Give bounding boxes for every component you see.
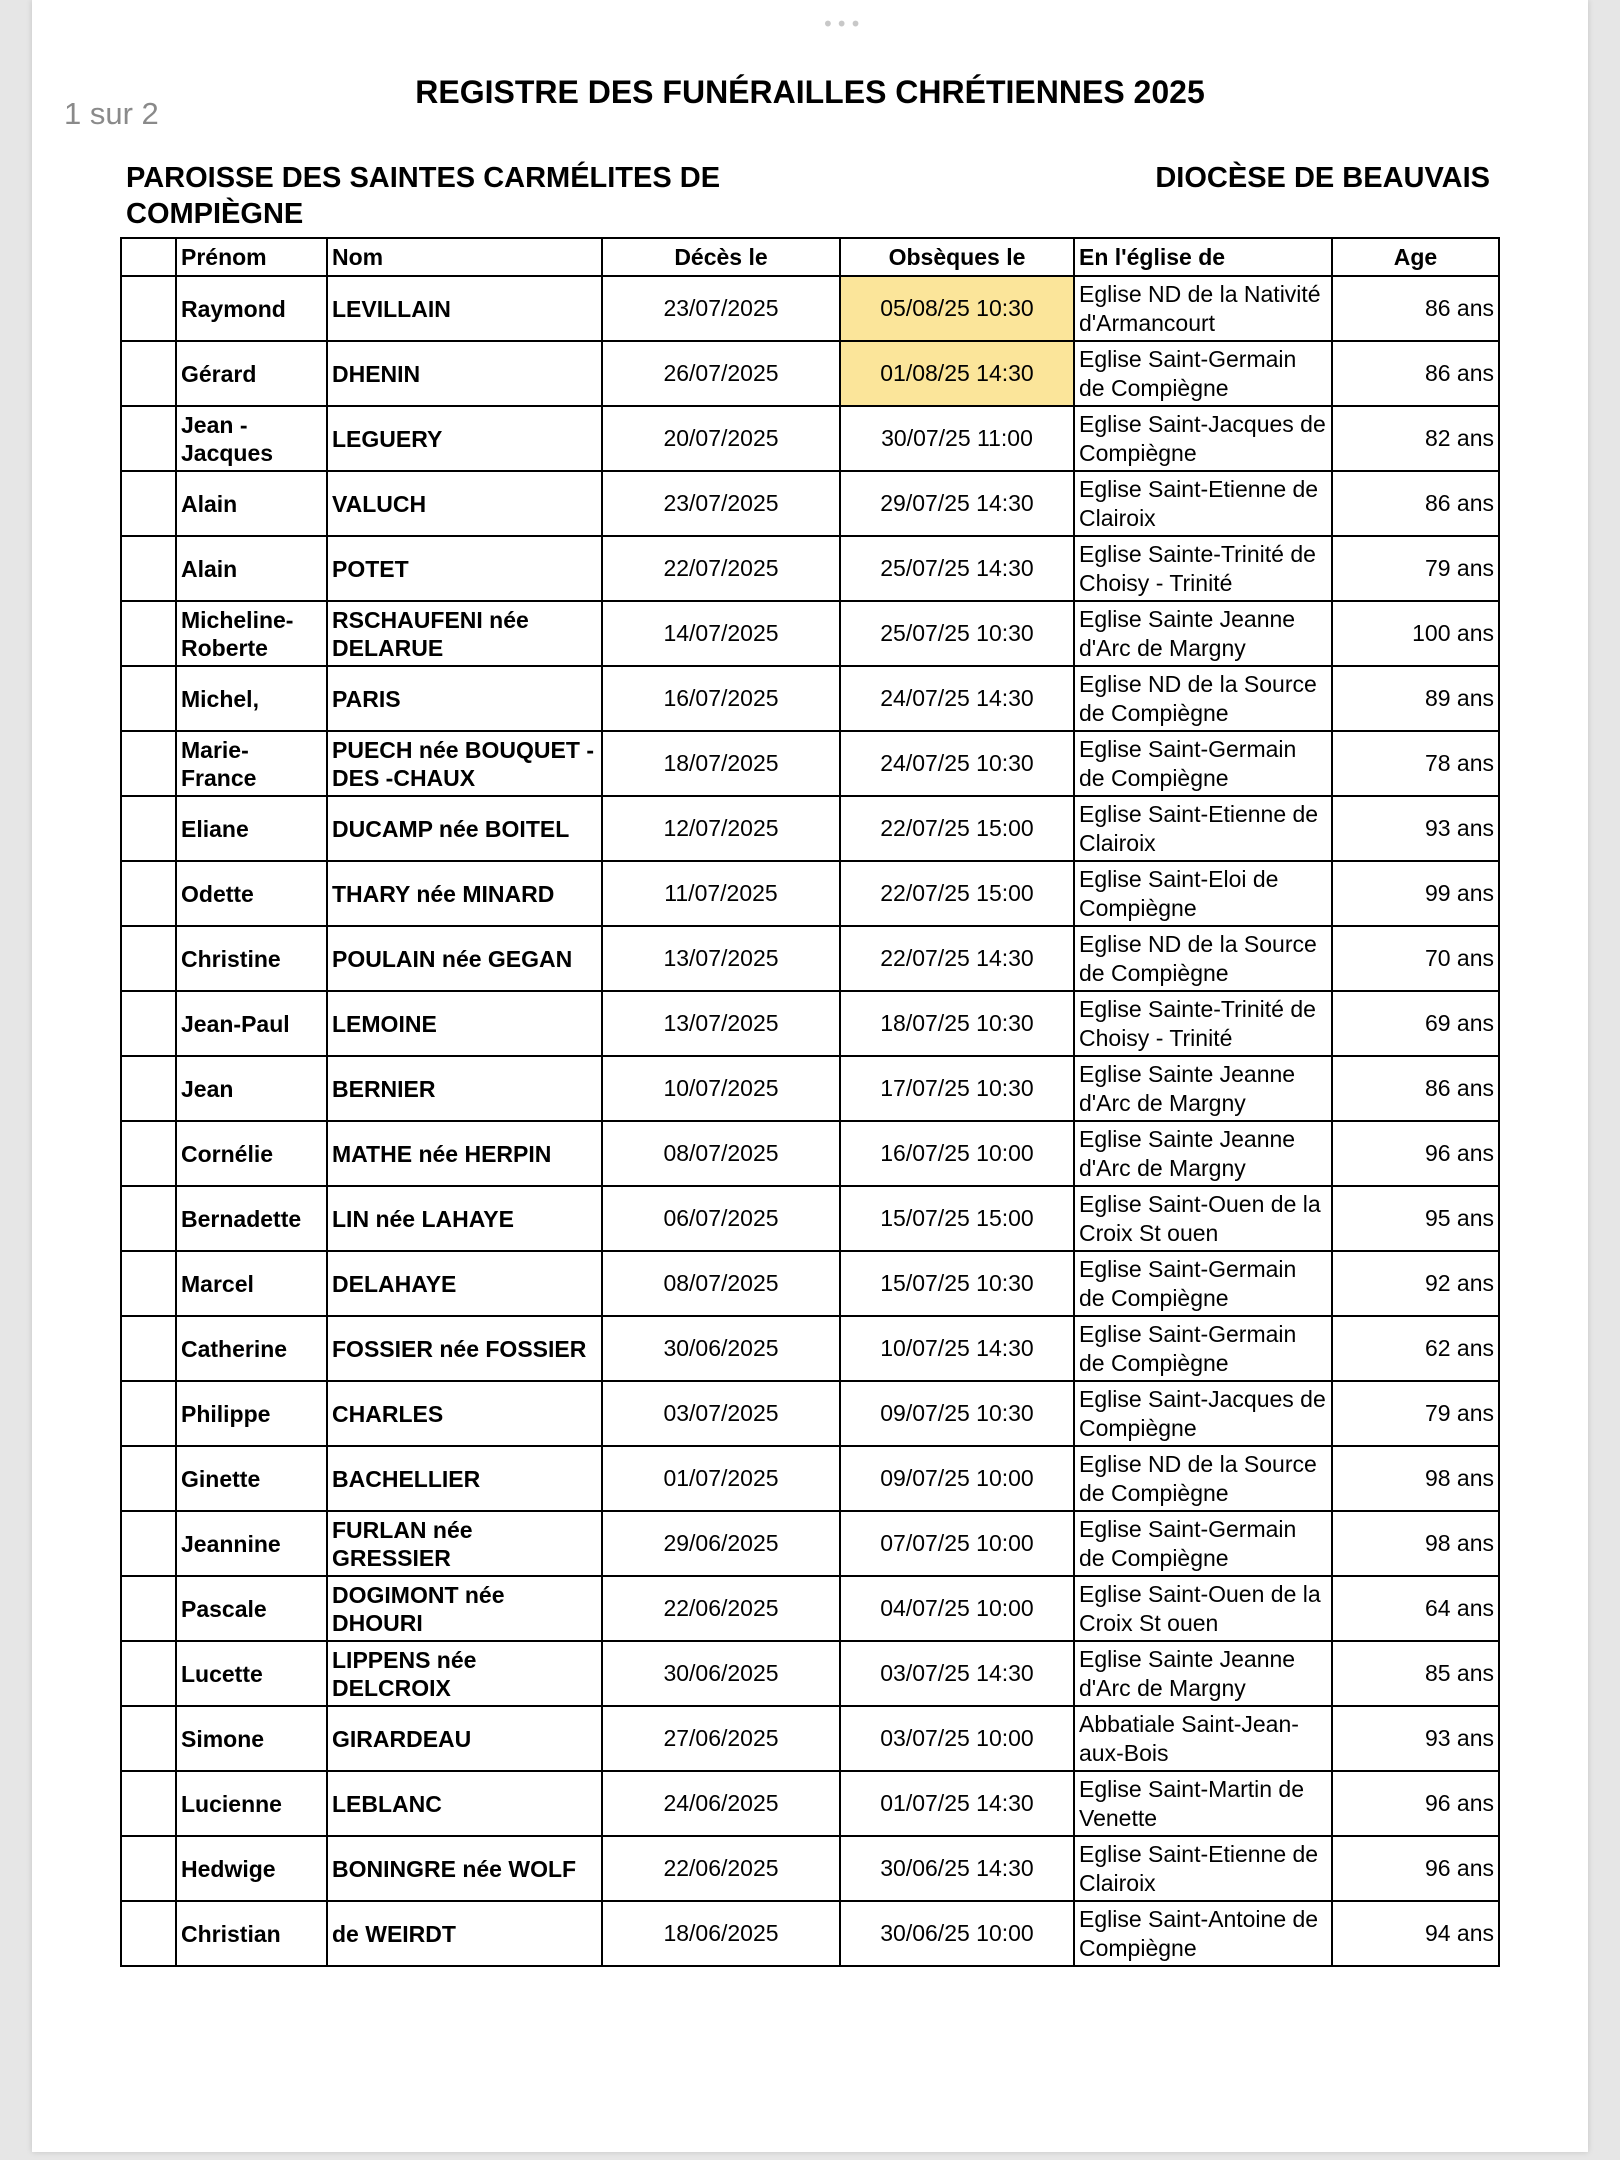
cell-nom: VALUCH bbox=[327, 471, 602, 536]
cell-eglise: Eglise Saint-Germain de Compiègne bbox=[1074, 1251, 1332, 1316]
table-row bbox=[121, 1836, 1499, 1901]
more-options-icon[interactable]: ••• bbox=[822, 12, 864, 36]
table-row bbox=[121, 536, 1499, 601]
cell-nom: PUECH née BOUQUET -DES -CHAUX bbox=[327, 731, 602, 796]
cell-eglise: Eglise Sainte-Trinité de Choisy - Trinité bbox=[1074, 991, 1332, 1056]
cell-prenom: Jeannine bbox=[176, 1511, 327, 1576]
cell-age: 79 ans bbox=[1332, 1381, 1499, 1446]
cell-obseques: 30/06/25 10:00 bbox=[840, 1901, 1074, 1966]
cell-eglise: Eglise Saint-Germain de Compiègne bbox=[1074, 731, 1332, 796]
cell-eglise: Eglise Sainte Jeanne d'Arc de Margny bbox=[1074, 1121, 1332, 1186]
cell-deces: 22/06/2025 bbox=[602, 1836, 840, 1901]
cell-age: 79 ans bbox=[1332, 536, 1499, 601]
cell-index bbox=[121, 1641, 176, 1706]
cell-prenom: Jean bbox=[176, 1056, 327, 1121]
cell-age: 70 ans bbox=[1332, 926, 1499, 991]
cell-index bbox=[121, 1901, 176, 1966]
cell-age: 86 ans bbox=[1332, 276, 1499, 341]
cell-obseques: 25/07/25 10:30 bbox=[840, 601, 1074, 666]
cell-prenom: Philippe bbox=[176, 1381, 327, 1446]
cell-deces: 08/07/2025 bbox=[602, 1251, 840, 1316]
cell-obseques: 15/07/25 15:00 bbox=[840, 1186, 1074, 1251]
cell-age: 98 ans bbox=[1332, 1511, 1499, 1576]
table-row bbox=[121, 1641, 1499, 1706]
column-header-age: Age bbox=[1332, 238, 1499, 276]
cell-nom: POTET bbox=[327, 536, 602, 601]
table-row bbox=[121, 1056, 1499, 1121]
cell-deces: 27/06/2025 bbox=[602, 1706, 840, 1771]
cell-index bbox=[121, 666, 176, 731]
cell-obseques: 01/07/25 14:30 bbox=[840, 1771, 1074, 1836]
cell-prenom: Raymond bbox=[176, 276, 327, 341]
cell-index bbox=[121, 1836, 176, 1901]
cell-nom: CHARLES bbox=[327, 1381, 602, 1446]
cell-deces: 23/07/2025 bbox=[602, 276, 840, 341]
cell-index bbox=[121, 471, 176, 536]
cell-prenom: Jean - Jacques bbox=[176, 406, 327, 471]
cell-deces: 13/07/2025 bbox=[602, 991, 840, 1056]
table-row bbox=[121, 861, 1499, 926]
cell-eglise: Eglise Saint-Germain de Compiègne bbox=[1074, 1316, 1332, 1381]
cell-age: 96 ans bbox=[1332, 1771, 1499, 1836]
cell-deces: 16/07/2025 bbox=[602, 666, 840, 731]
cell-age: 93 ans bbox=[1332, 796, 1499, 861]
cell-age: 85 ans bbox=[1332, 1641, 1499, 1706]
cell-nom: MATHE née HERPIN bbox=[327, 1121, 602, 1186]
table-row bbox=[121, 276, 1499, 341]
cell-deces: 18/07/2025 bbox=[602, 731, 840, 796]
cell-age: 93 ans bbox=[1332, 1706, 1499, 1771]
cell-eglise: Eglise Saint-Jacques de Compiègne bbox=[1074, 406, 1332, 471]
parish-name: PAROISSE DES SAINTES CARMÉLITES DE COMPIÈGNE bbox=[126, 162, 721, 230]
cell-index bbox=[121, 341, 176, 406]
table-row bbox=[121, 1576, 1499, 1641]
cell-eglise: Eglise Saint-Ouen de la Croix St ouen bbox=[1074, 1576, 1332, 1641]
cell-deces: 11/07/2025 bbox=[602, 861, 840, 926]
cell-prenom: Marcel bbox=[176, 1251, 327, 1316]
cell-nom: LIN née LAHAYE bbox=[327, 1186, 602, 1251]
cell-age: 86 ans bbox=[1332, 471, 1499, 536]
cell-prenom: Gérard bbox=[176, 341, 327, 406]
cell-age: 96 ans bbox=[1332, 1121, 1499, 1186]
cell-age: 99 ans bbox=[1332, 861, 1499, 926]
cell-index bbox=[121, 861, 176, 926]
cell-index bbox=[121, 1316, 176, 1381]
cell-age: 95 ans bbox=[1332, 1186, 1499, 1251]
cell-deces: 12/07/2025 bbox=[602, 796, 840, 861]
cell-nom: DOGIMONT née DHOURI bbox=[327, 1576, 602, 1641]
cell-index bbox=[121, 276, 176, 341]
cell-age: 86 ans bbox=[1332, 341, 1499, 406]
cell-age: 82 ans bbox=[1332, 406, 1499, 471]
cell-obseques: 30/07/25 11:00 bbox=[840, 406, 1074, 471]
cell-index bbox=[121, 1121, 176, 1186]
cell-prenom: Bernadette bbox=[176, 1186, 327, 1251]
cell-nom: BONINGRE née WOLF bbox=[327, 1836, 602, 1901]
cell-prenom: Catherine bbox=[176, 1316, 327, 1381]
cell-deces: 24/06/2025 bbox=[602, 1771, 840, 1836]
cell-deces: 23/07/2025 bbox=[602, 471, 840, 536]
cell-nom: FOSSIER née FOSSIER bbox=[327, 1316, 602, 1381]
cell-age: 62 ans bbox=[1332, 1316, 1499, 1381]
cell-eglise: Eglise Saint-Etienne de Clairoix bbox=[1074, 796, 1332, 861]
table-body bbox=[121, 276, 1499, 1966]
cell-prenom: Alain bbox=[176, 536, 327, 601]
cell-index bbox=[121, 731, 176, 796]
cell-obseques: 10/07/25 14:30 bbox=[840, 1316, 1074, 1381]
cell-deces: 10/07/2025 bbox=[602, 1056, 840, 1121]
cell-deces: 30/06/2025 bbox=[602, 1641, 840, 1706]
cell-age: 98 ans bbox=[1332, 1446, 1499, 1511]
cell-eglise: Eglise Saint-Eloi de Compiègne bbox=[1074, 861, 1332, 926]
table-row bbox=[121, 731, 1499, 796]
cell-eglise: Eglise Saint-Etienne de Clairoix bbox=[1074, 471, 1332, 536]
table-row bbox=[121, 1901, 1499, 1966]
cell-nom: THARY née MINARD bbox=[327, 861, 602, 926]
cell-deces: 29/06/2025 bbox=[602, 1511, 840, 1576]
cell-age: 100 ans bbox=[1332, 601, 1499, 666]
cell-nom: GIRARDEAU bbox=[327, 1706, 602, 1771]
cell-prenom: Cornélie bbox=[176, 1121, 327, 1186]
table-row bbox=[121, 926, 1499, 991]
cell-nom: LEGUERY bbox=[327, 406, 602, 471]
cell-age: 78 ans bbox=[1332, 731, 1499, 796]
cell-age: 69 ans bbox=[1332, 991, 1499, 1056]
cell-eglise: Eglise ND de la Source de Compiègne bbox=[1074, 666, 1332, 731]
cell-index bbox=[121, 1381, 176, 1446]
table-row bbox=[121, 341, 1499, 406]
cell-obseques: 04/07/25 10:00 bbox=[840, 1576, 1074, 1641]
cell-prenom: Eliane bbox=[176, 796, 327, 861]
table-header-row bbox=[121, 238, 1499, 276]
cell-eglise: Eglise Saint-Etienne de Clairoix bbox=[1074, 1836, 1332, 1901]
cell-nom: de WEIRDT bbox=[327, 1901, 602, 1966]
cell-obseques: 24/07/25 14:30 bbox=[840, 666, 1074, 731]
cell-index bbox=[121, 1186, 176, 1251]
column-header-obseques: Obsèques le bbox=[840, 238, 1074, 276]
cell-prenom: Christian bbox=[176, 1901, 327, 1966]
column-header-deces: Décès le bbox=[602, 238, 840, 276]
cell-nom: LEVILLAIN bbox=[327, 276, 602, 341]
table-row bbox=[121, 1121, 1499, 1186]
cell-obseques: 24/07/25 10:30 bbox=[840, 731, 1074, 796]
cell-obseques: 30/06/25 14:30 bbox=[840, 1836, 1074, 1901]
cell-index bbox=[121, 1511, 176, 1576]
table-row bbox=[121, 1251, 1499, 1316]
page-indicator: 1 sur 2 bbox=[64, 96, 159, 131]
cell-prenom: Michel, bbox=[176, 666, 327, 731]
cell-eglise: Abbatiale Saint-Jean-aux-Bois bbox=[1074, 1706, 1332, 1771]
cell-deces: 22/07/2025 bbox=[602, 536, 840, 601]
cell-nom: DHENIN bbox=[327, 341, 602, 406]
table-row bbox=[121, 1381, 1499, 1446]
cell-nom: DUCAMP née BOITEL bbox=[327, 796, 602, 861]
cell-index bbox=[121, 1706, 176, 1771]
cell-nom: RSCHAUFENI née DELARUE bbox=[327, 601, 602, 666]
cell-eglise: Eglise Saint-Antoine de Compiègne bbox=[1074, 1901, 1332, 1966]
cell-prenom: Odette bbox=[176, 861, 327, 926]
cell-prenom: Jean-Paul bbox=[176, 991, 327, 1056]
cell-index bbox=[121, 1056, 176, 1121]
cell-nom: FURLAN née GRESSIER bbox=[327, 1511, 602, 1576]
cell-nom: LEBLANC bbox=[327, 1771, 602, 1836]
table-row bbox=[121, 1186, 1499, 1251]
cell-obseques: 22/07/25 15:00 bbox=[840, 796, 1074, 861]
column-header-nom: Nom bbox=[327, 238, 602, 276]
table-row bbox=[121, 796, 1499, 861]
cell-deces: 14/07/2025 bbox=[602, 601, 840, 666]
table-row bbox=[121, 1316, 1499, 1381]
cell-index bbox=[121, 1576, 176, 1641]
table-row bbox=[121, 1446, 1499, 1511]
cell-obseques: 25/07/25 14:30 bbox=[840, 536, 1074, 601]
cell-deces: 13/07/2025 bbox=[602, 926, 840, 991]
diocese-name: DIOCÈSE DE BEAUVAIS bbox=[1155, 162, 1490, 194]
cell-obseques: 22/07/25 14:30 bbox=[840, 926, 1074, 991]
cell-eglise: Eglise Sainte Jeanne d'Arc de Margny bbox=[1074, 601, 1332, 666]
cell-nom: BERNIER bbox=[327, 1056, 602, 1121]
cell-eglise: Eglise Saint-Jacques de Compiègne bbox=[1074, 1381, 1332, 1446]
cell-prenom: Simone bbox=[176, 1706, 327, 1771]
cell-obseques: 22/07/25 15:00 bbox=[840, 861, 1074, 926]
cell-prenom: Alain bbox=[176, 471, 327, 536]
cell-eglise: Eglise Saint-Ouen de la Croix St ouen bbox=[1074, 1186, 1332, 1251]
cell-eglise: Eglise Sainte-Trinité de Choisy - Trinité bbox=[1074, 536, 1332, 601]
cell-deces: 01/07/2025 bbox=[602, 1446, 840, 1511]
cell-prenom: Ginette bbox=[176, 1446, 327, 1511]
cell-index bbox=[121, 406, 176, 471]
cell-obseques: 03/07/25 10:00 bbox=[840, 1706, 1074, 1771]
cell-nom: BACHELLIER bbox=[327, 1446, 602, 1511]
cell-deces: 22/06/2025 bbox=[602, 1576, 840, 1641]
cell-age: 89 ans bbox=[1332, 666, 1499, 731]
cell-age: 64 ans bbox=[1332, 1576, 1499, 1641]
cell-deces: 06/07/2025 bbox=[602, 1186, 840, 1251]
cell-obseques: 18/07/25 10:30 bbox=[840, 991, 1074, 1056]
cell-prenom: Marie-France bbox=[176, 731, 327, 796]
cell-index bbox=[121, 601, 176, 666]
cell-nom: POULAIN née GEGAN bbox=[327, 926, 602, 991]
column-header-index bbox=[121, 238, 176, 276]
cell-eglise: Eglise Sainte Jeanne d'Arc de Margny bbox=[1074, 1641, 1332, 1706]
cell-deces: 30/06/2025 bbox=[602, 1316, 840, 1381]
cell-index bbox=[121, 926, 176, 991]
cell-obseques: 07/07/25 10:00 bbox=[840, 1511, 1074, 1576]
cell-index bbox=[121, 796, 176, 861]
cell-eglise: Eglise ND de la Source de Compiègne bbox=[1074, 926, 1332, 991]
cell-prenom: Pascale bbox=[176, 1576, 327, 1641]
table-row bbox=[121, 1706, 1499, 1771]
cell-deces: 03/07/2025 bbox=[602, 1381, 840, 1446]
cell-index bbox=[121, 536, 176, 601]
cell-prenom: Christine bbox=[176, 926, 327, 991]
cell-eglise: Eglise Saint-Germain de Compiègne bbox=[1074, 341, 1332, 406]
cell-obseques: 01/08/25 14:30 bbox=[840, 341, 1074, 406]
cell-index bbox=[121, 1771, 176, 1836]
table-row bbox=[121, 471, 1499, 536]
cell-deces: 08/07/2025 bbox=[602, 1121, 840, 1186]
cell-prenom: Lucette bbox=[176, 1641, 327, 1706]
column-header-prenom: Prénom bbox=[176, 238, 327, 276]
cell-obseques: 16/07/25 10:00 bbox=[840, 1121, 1074, 1186]
cell-nom: LIPPENS née DELCROIX bbox=[327, 1641, 602, 1706]
cell-age: 92 ans bbox=[1332, 1251, 1499, 1316]
funeral-register-table bbox=[120, 237, 1500, 1967]
cell-deces: 18/06/2025 bbox=[602, 1901, 840, 1966]
cell-obseques: 05/08/25 10:30 bbox=[840, 276, 1074, 341]
cell-nom: LEMOINE bbox=[327, 991, 602, 1056]
cell-obseques: 15/07/25 10:30 bbox=[840, 1251, 1074, 1316]
cell-obseques: 29/07/25 14:30 bbox=[840, 471, 1074, 536]
table-row bbox=[121, 406, 1499, 471]
document-title: REGISTRE DES FUNÉRAILLES CHRÉTIENNES 2025 bbox=[415, 74, 1205, 110]
cell-prenom: Micheline-Roberte bbox=[176, 601, 327, 666]
cell-age: 94 ans bbox=[1332, 1901, 1499, 1966]
cell-obseques: 09/07/25 10:00 bbox=[840, 1446, 1074, 1511]
cell-obseques: 09/07/25 10:30 bbox=[840, 1381, 1074, 1446]
cell-deces: 26/07/2025 bbox=[602, 341, 840, 406]
cell-deces: 20/07/2025 bbox=[602, 406, 840, 471]
cell-nom: DELAHAYE bbox=[327, 1251, 602, 1316]
cell-obseques: 03/07/25 14:30 bbox=[840, 1641, 1074, 1706]
cell-nom: PARIS bbox=[327, 666, 602, 731]
column-header-eglise: En l'église de bbox=[1074, 238, 1332, 276]
cell-eglise: Eglise ND de la Nativité d'Armancourt bbox=[1074, 276, 1332, 341]
table-row bbox=[121, 991, 1499, 1056]
table-row bbox=[121, 601, 1499, 666]
cell-eglise: Eglise Sainte Jeanne d'Arc de Margny bbox=[1074, 1056, 1332, 1121]
cell-index bbox=[121, 1446, 176, 1511]
cell-prenom: Hedwige bbox=[176, 1836, 327, 1901]
table-row bbox=[121, 1511, 1499, 1576]
cell-index bbox=[121, 1251, 176, 1316]
table-row bbox=[121, 1771, 1499, 1836]
cell-eglise: Eglise Saint-Martin de Venette bbox=[1074, 1771, 1332, 1836]
cell-prenom: Lucienne bbox=[176, 1771, 327, 1836]
cell-eglise: Eglise ND de la Source de Compiègne bbox=[1074, 1446, 1332, 1511]
cell-eglise: Eglise Saint-Germain de Compiègne bbox=[1074, 1511, 1332, 1576]
cell-age: 96 ans bbox=[1332, 1836, 1499, 1901]
table-row bbox=[121, 666, 1499, 731]
cell-age: 86 ans bbox=[1332, 1056, 1499, 1121]
cell-index bbox=[121, 991, 176, 1056]
cell-obseques: 17/07/25 10:30 bbox=[840, 1056, 1074, 1121]
